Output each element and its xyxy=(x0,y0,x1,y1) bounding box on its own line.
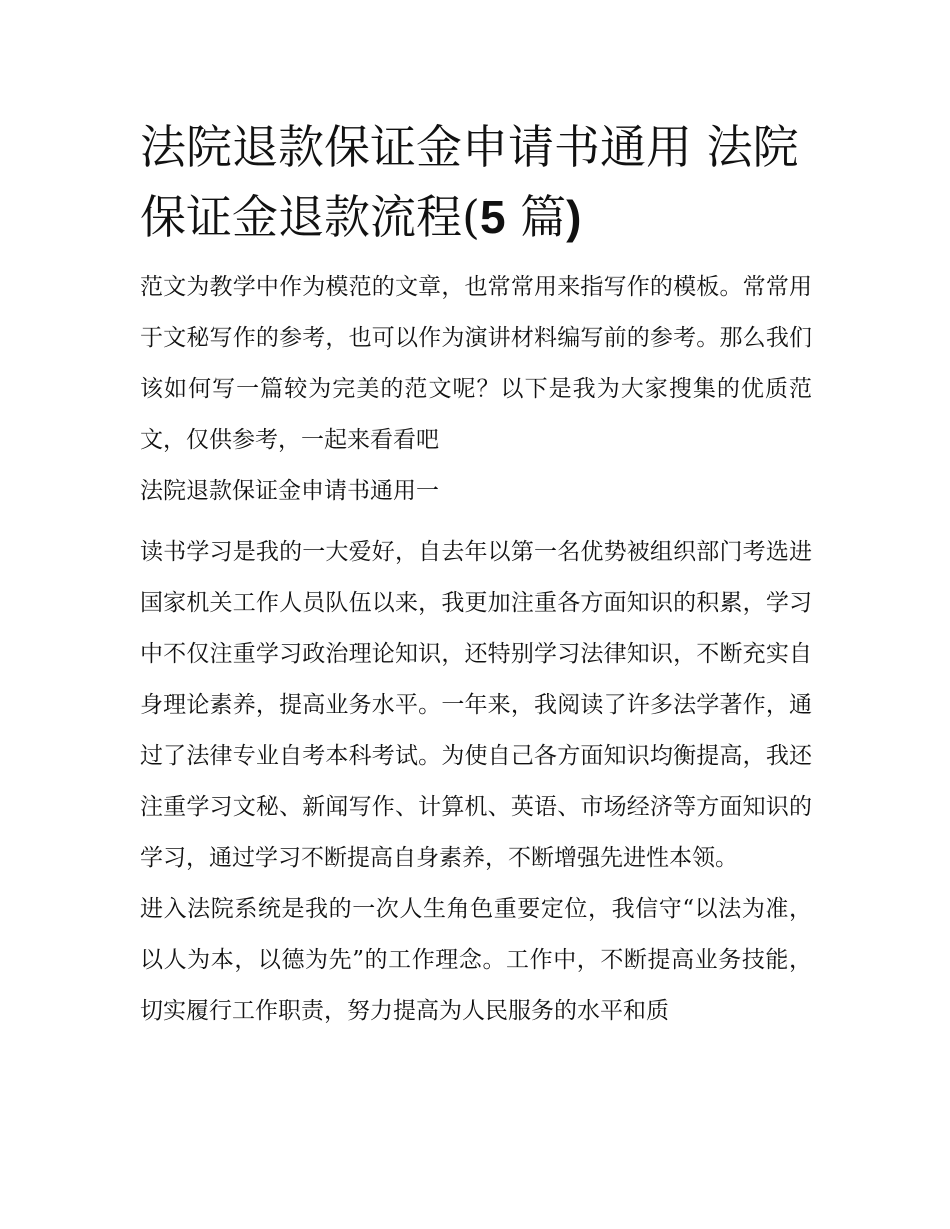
title-number: 5 xyxy=(479,191,506,243)
intro-paragraph: 范文为教学中作为模范的文章，也常常用来指写作的模板。常常用于文秘写作的参考，也可以作为演讲材料编写前的参考。那么我们该如何写一篇较为完美的范文呢？以下是我为大家搜集的优质范文，仅供参考，一起来看看吧 xyxy=(140,274,812,453)
title-text-part1: 法院退款保证金申请书通用 法院保证金退款流程( xyxy=(140,120,799,244)
body-paragraph-2: 进入法院系统是我的一次人生角色重要定位，我信守“以法为准，以人为本，以德为先”的工作理念。工作中，不断提高业务技能，切实履行工作职责，努力提高为人民服务的水平和质 xyxy=(140,896,812,1024)
body-paragraph-1: 读书学习是我的一大爱好，自去年以第一名优势被组织部门考选进国家机关工作人员队伍以来，我更加注重各方面知识的积累，学习中不仅注重学习政治理论知识，还特别学习法律知识，不断充实自身理论素养，提高业务水平。一年来，我阅读了许多法学著作，通过了法律专业自考本科考试。为使自己各方面知识均衡提高，我还注重学习文秘、新闻写作、计算机、英语、市场经济等方面知识的学习，通过学习不断提高自身素养，不断增强先进性本领。 xyxy=(140,539,812,871)
document-title xyxy=(140,112,812,252)
document-body xyxy=(140,112,812,1037)
title-text-part2: 篇 xyxy=(505,190,567,244)
section-heading: 法院退款保证金申请书通用一 xyxy=(140,478,439,504)
title-closing-paren: ) xyxy=(566,191,582,243)
